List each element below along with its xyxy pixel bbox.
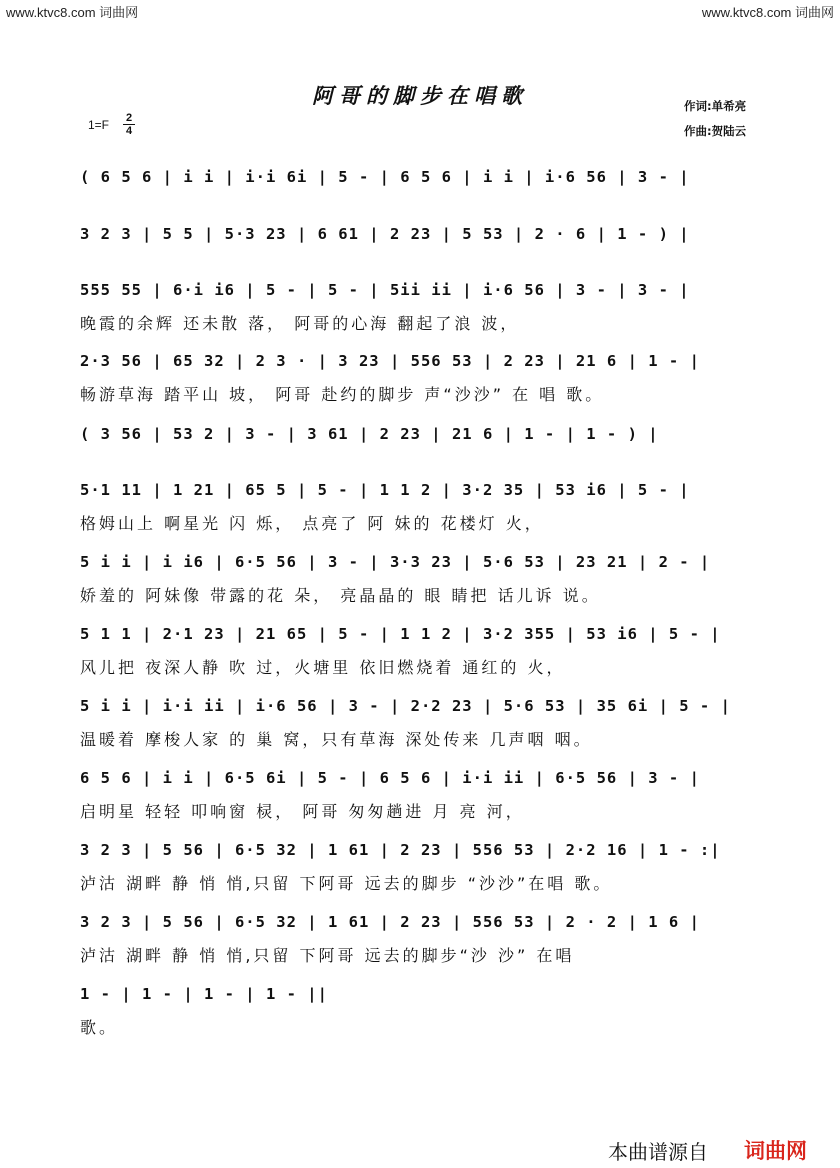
notation-line-10: 6 5 6 | i i | 6·5 6i | 5 - | 6 5 6 | i·i ii | 6·5 56 | 3 - | [80,769,700,787]
notation-line-8: 5 1 1 | 2·1 23 | 21 65 | 5 - | 1 1 2 | 3·2 355 | 53 i6 | 5 - | [80,625,721,643]
lyrics-line-7: 娇羞的 阿妹像 带露的花 朵， 亮晶晶的 眼 睛把 话儿诉 说。 [80,586,601,605]
notation-line-13: 1 - | 1 - | 1 - | 1 - || [80,985,328,1003]
composer-credit: 作曲:贺陆云 [684,124,747,138]
lyrics-line-8: 风儿把 夜深人静 吹 过，火塘里 依旧燃烧着 通红的 火， [80,658,566,677]
key-signature: 1=F [88,118,110,132]
lyrics-line-10: 启明星 轻轻 叩响窗 棂， 阿哥 匆匆趟进 月 亮 河， [80,802,525,821]
lyrics-line-6: 格姆山上 啊星光 闪 烁， 点亮了 阿 妹的 花楼灯 火， [80,514,544,533]
lyricist-credit: 作词:单希亮 [684,99,747,113]
watermark-left: www.ktvc8.com 词曲网 [6,5,139,20]
notation-line-11: 3 2 3 | 5 56 | 6·5 32 | 1 61 | 2 23 | 556 53 | 2·2 16 | 1 - :| [80,841,721,859]
notation-line-3: 555 55 | 6·i i6 | 5 - | 5 - | 5ii ii | i·6 56 | 3 - | 3 - | [80,281,690,299]
lyrics-line-11: 泸沽 湖畔 静 悄 悄,只留 下阿哥 远去的脚步 “沙沙”在唱 歌。 [80,874,613,893]
lyrics-line-4: 畅游草海 踏平山 坡， 阿哥 赴约的脚步 声“沙沙” 在 唱 歌。 [80,385,605,404]
song-title: 阿哥的脚步在唱歌 [312,83,528,108]
time-signature-bottom: 4 [125,125,133,137]
watermark-right: www.ktvc8.com 词曲网 [701,5,834,20]
time-signature [122,112,136,137]
notation-line-6: 5·1 11 | 1 21 | 65 5 | 5 - | 1 1 2 | 3·2 35 | 53 i6 | 5 - | [80,481,690,499]
notation-line-9: 5 i i | i·i ii | i·6 56 | 3 - | 2·2 23 | 5·6 53 | 35 6i | 5 - | [80,697,731,715]
lyrics-line-3: 晚霞的余辉 还未散 落， 阿哥的心海 翻起了浪 波， [80,314,520,333]
lyrics-line-9: 温暖着 摩梭人家 的 巢 窝，只有草海 深处传来 几声咽 咽。 [80,730,593,749]
notation-line-1: ( 6 5 6 | i i | i·i 6i | 5 - | 6 5 6 | i i | i·6 56 | 3 - | [80,168,690,186]
notation-line-2: 3 2 3 | 5 5 | 5·3 23 | 6 61 | 2 23 | 5 53 | 2 · 6 | 1 - ) | [80,225,690,243]
time-signature-top: 2 [125,112,133,124]
footer-source-text: 本曲谱源自 [608,1140,708,1164]
notation-line-4: 2·3 56 | 65 32 | 2 3 · | 3 23 | 556 53 | 2 23 | 21 6 | 1 - | [80,352,700,370]
notation-line-12: 3 2 3 | 5 56 | 6·5 32 | 1 61 | 2 23 | 556 53 | 2 · 2 | 1 6 | [80,913,700,931]
site-logo: 词曲网 [744,1139,807,1163]
notation-line-7: 5 i i | i i6 | 6·5 56 | 3 - | 3·3 23 | 5·6 53 | 23 21 | 2 - | [80,553,711,571]
lyrics-line-13: 歌。 [80,1018,119,1037]
notation-line-5: ( 3 56 | 53 2 | 3 - | 3 61 | 2 23 | 21 6 | 1 - | 1 - ) | [80,425,659,443]
lyrics-line-12: 泸沽 湖畔 静 悄 悄,只留 下阿哥 远去的脚步“沙 沙” 在唱 [80,946,575,965]
